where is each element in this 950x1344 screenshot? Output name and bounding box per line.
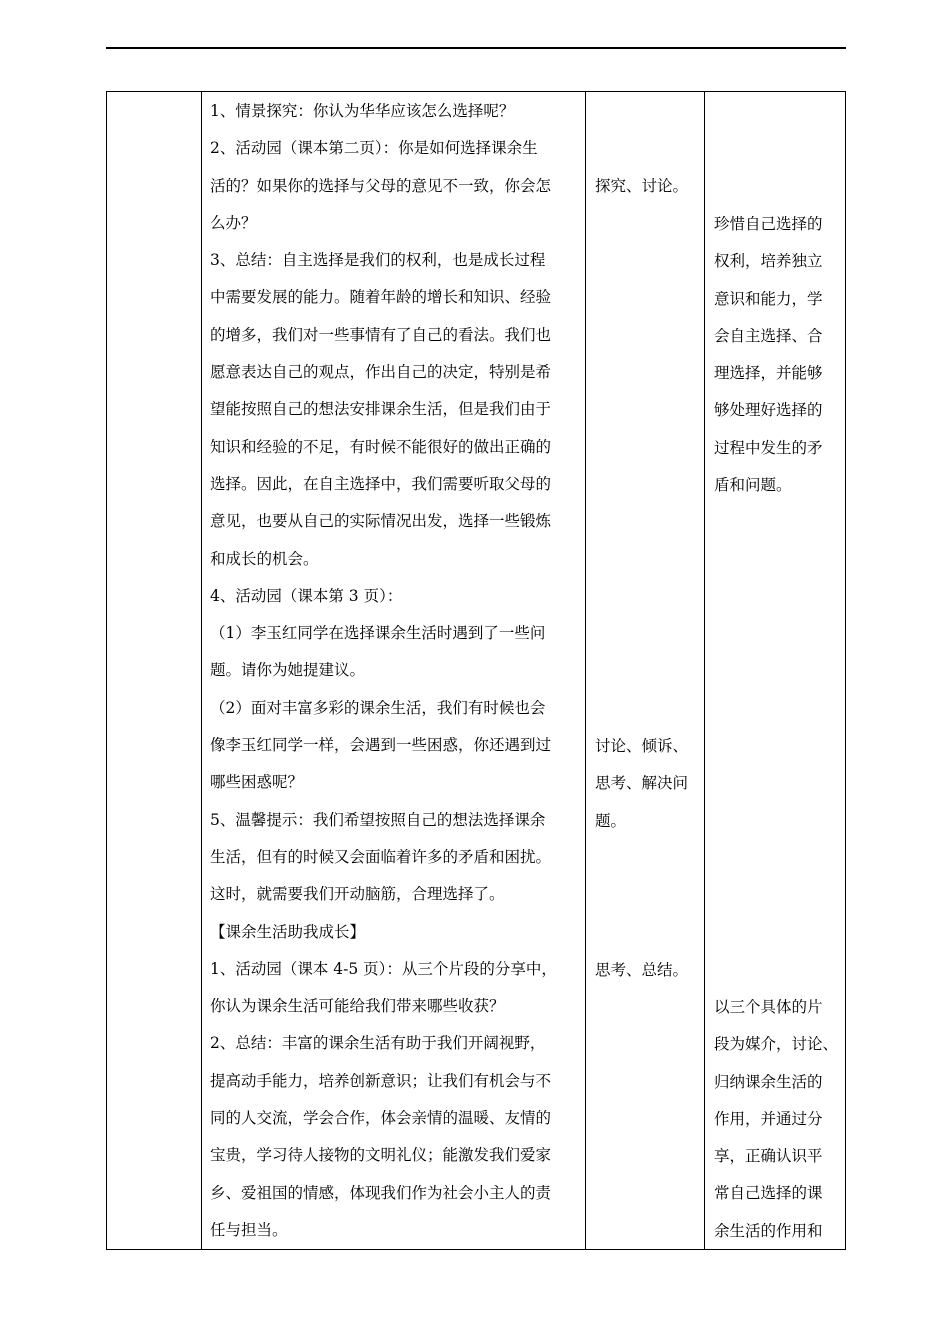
- intent-line: 归纳课余生活的: [714, 1072, 823, 1091]
- activity-line: 探究、讨论。: [595, 177, 689, 195]
- text-line: 望能按照自己的想法安排课余生活，但是我们由于: [210, 400, 552, 419]
- text-line: 乡、爱祖国的情感，体现我们作为社会小主人的责: [210, 1183, 552, 1202]
- intent-line: 段为媒介，讨论、: [714, 1035, 839, 1054]
- teaching-process-cell: [210, 93, 582, 1249]
- text-line: 任与担当。: [210, 1220, 288, 1239]
- activity-line: 思考、解决问: [595, 774, 689, 793]
- text-line: 的增多，我们对一些事情有了自己的看法。我们也: [210, 325, 552, 344]
- intent-line: 珍惜自己选择的: [714, 215, 823, 233]
- intent-line: 会自主选择、合: [714, 326, 823, 345]
- text-line: 知识和经验的不足，有时候不能很好的做出正确的: [210, 437, 552, 456]
- text-line: 这时，就需要我们开动脑筋，合理选择了。: [210, 885, 505, 904]
- activity-line: 讨论、倾诉、: [595, 737, 689, 755]
- column-divider-2: [585, 92, 586, 1249]
- text-line: 和成长的机会。: [210, 549, 319, 568]
- text-line: 2、总结：丰富的课余生活有助于我们开阔视野，: [210, 1034, 546, 1053]
- column-divider-3: [704, 92, 705, 1249]
- activity-line: 思考、总结。: [595, 961, 689, 979]
- student-activity-3: [595, 952, 701, 989]
- text-line: 同的人交流，学会合作，体会亲情的温暖、友情的: [210, 1109, 552, 1128]
- text-line: 么办？: [210, 213, 257, 232]
- text-line: 题。请你为她提建议。: [210, 661, 366, 680]
- intent-line: 常自己选择的课: [714, 1184, 823, 1203]
- text-line: 2、活动园（课本第二页）：你是如何选择课余生: [210, 139, 538, 158]
- text-line: 3、总结：自主选择是我们的权利，也是成长过程: [210, 251, 546, 270]
- intent-line: 够处理好选择的: [714, 401, 823, 420]
- text-line: 5、温馨提示：我们希望按照自己的想法选择课余: [210, 810, 546, 829]
- intent-line: 盾和问题。: [714, 476, 792, 495]
- text-line: 宝贵，学习待人接物的文明礼仪；能激发我们爱家: [210, 1146, 552, 1165]
- text-line: 生活，但有的时候又会面临着许多的矛盾和困扰。: [210, 847, 552, 866]
- text-line: 像李玉红同学一样，会遇到一些困惑，你还遇到过: [210, 736, 552, 755]
- text-line: （1）李玉红同学在选择课余生活时遇到了一些问: [210, 624, 546, 643]
- text-line: 1、情景探究：你认为华华应该怎么选择呢？: [210, 102, 515, 120]
- intent-line: 余生活的作用和: [714, 1221, 823, 1240]
- text-line: 活的？如果你的选择与父母的意见不一致，你会怎: [210, 176, 552, 195]
- text-line: 哪些困惑呢？: [210, 773, 304, 792]
- design-intent-1: [714, 206, 844, 504]
- intent-line: 过程中发生的矛: [714, 438, 823, 457]
- design-intent-2: [714, 989, 844, 1250]
- text-line: （2）面对丰富多彩的课余生活，我们有时候也会: [210, 698, 546, 717]
- text-line: 中需要发展的能力。随着年龄的增长和知识、经验: [210, 288, 552, 307]
- student-activity-2: [595, 728, 701, 840]
- activity-line: 题。: [595, 811, 627, 830]
- intent-line: 权利，培养独立: [714, 252, 823, 271]
- text-line: 【课余生活助我成长】: [210, 922, 366, 941]
- intent-line: 享，正确认识平: [714, 1147, 823, 1166]
- lesson-table: [106, 91, 846, 1250]
- text-line: 你认为课余生活可能给我们带来哪些收获？: [210, 997, 505, 1016]
- intent-line: 以三个具体的片: [714, 998, 823, 1016]
- text-line: 4、活动园（课本第 3 页）：: [210, 586, 403, 605]
- text-line: 提高动手能力，培养创新意识；让我们有机会与不: [210, 1071, 552, 1090]
- header-rule: [106, 47, 846, 49]
- text-line: 选择。因此，在自主选择中，我们需要听取父母的: [210, 474, 552, 493]
- intent-line: 作用，并通过分: [714, 1109, 823, 1128]
- intent-line: 意识和能力，学: [714, 289, 823, 308]
- text-line: 1、活动园（课本 4-5 页）：从三个片段的分享中，: [210, 959, 557, 978]
- text-line: 愿意表达自己的观点，作出自己的决定，特别是希: [210, 363, 552, 382]
- intent-line: 理选择，并能够: [714, 364, 823, 383]
- student-activity-1: [595, 168, 701, 205]
- column-divider-1: [201, 92, 202, 1249]
- text-line: 意见，也要从自己的实际情况出发，选择一些锻炼: [210, 512, 552, 531]
